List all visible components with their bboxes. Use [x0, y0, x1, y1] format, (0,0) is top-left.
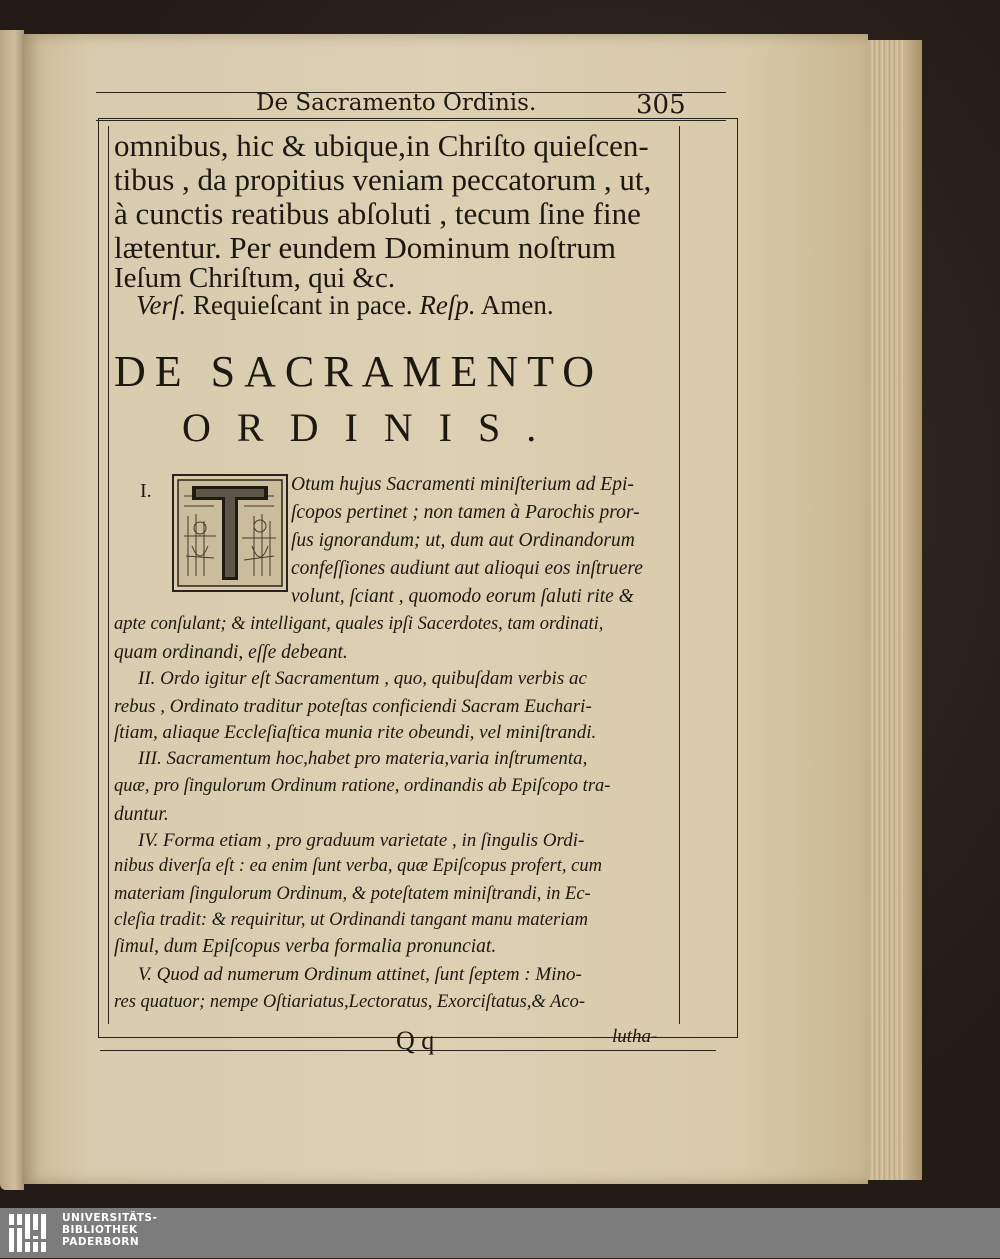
library-logo-icon: [8, 1211, 52, 1255]
body-line: ſtiam, aliaque Eccleſiaſtica munia rite obeundi, vel miniſtrandi.: [114, 722, 597, 743]
body-line: materiam ſingulorum Ordinum, & poteſtatem miniſtrandi, in Ec-: [114, 884, 591, 904]
catchword: lutha-: [612, 1026, 658, 1047]
body-line: II. Ordo igitur eſt Sacramentum , quo, quibuſdam verbis ac: [138, 668, 587, 689]
body-line: III. Sacramentum hoc,habet pro materia,varia inſtrumenta,: [138, 748, 588, 769]
body-line: ſus ignorandum; ut, dum aut Ordinandorum: [291, 530, 635, 551]
versicle-text: Requieſcant in pace.: [193, 290, 413, 320]
body-line: rebus , Ordinato traditur poteſtas conficiendi Sacram Euchari-: [114, 696, 592, 717]
response-text: Amen.: [480, 290, 554, 320]
versicle: [136, 290, 554, 321]
body-line: quam ordinandi, eſſe debeant.: [114, 642, 348, 663]
page-number: 305: [636, 90, 686, 120]
body-line: apte conſulant; & intelligant, quales ipſi Sacerdotes, tam ordinati,: [114, 614, 604, 634]
body-line: cleſia tradit: & requiritur, ut Ordinandi tangant manu materiam: [114, 910, 588, 930]
library-name-line: PADERBORN: [62, 1236, 140, 1248]
running-title: De Sacramento Ordinis.: [256, 90, 537, 116]
body-line: confeſſiones audiunt aut alioqui eos inſtruere: [291, 558, 643, 579]
body-line: IV. Forma etiam , pro graduum varietate , in ſingulis Ordi-: [138, 830, 585, 851]
section-title: DE SACRAMENTO: [114, 347, 604, 396]
response-label: Reſp.: [419, 290, 476, 320]
body-line: quæ, pro ſingulorum Ordinum ratione, ordinandis ab Epiſcopo tra-: [114, 776, 611, 796]
prayer-line: omnibus, hic & ubique,in Chriſto quieſcen-: [114, 128, 649, 163]
prayer-line: à cunctis reatibus abſoluti , tecum ſine fine: [114, 196, 641, 231]
previous-page-edge: [0, 30, 24, 1190]
page-edges: [866, 40, 922, 1180]
body-line: V. Quod ad numerum Ordinum attinet, ſunt ſeptem : Mino-: [138, 964, 582, 985]
body-line: ſcopos pertinet ; non tamen à Parochis pror-: [291, 502, 640, 523]
body-line: res quatuor; nempe Oſtiariatus,Lectoratus, Exorciſtatus,& Aco-: [114, 992, 586, 1012]
body-line: Otum hujus Sacramenti miniſterium ad Epi-: [291, 474, 634, 495]
body-line: volunt, ſciant , quomodo eorum ſaluti rite &: [291, 586, 634, 607]
prayer-line: Ieſum Chriſtum, qui &c.: [114, 262, 396, 294]
section-subtitle: ORDINIS.: [182, 405, 563, 450]
body-line: ſimul, dum Epiſcopus verba formalia pronunciat.: [114, 936, 497, 957]
body-line: duntur.: [114, 804, 169, 825]
prayer-line: lætentur. Per eundem Dominum noſtrum: [114, 230, 616, 265]
body-line: nibus diverſa eſt : ea enim ſunt verba, quæ Epiſcopus profert, cum: [114, 856, 602, 876]
library-name-line: UNIVERSITÄTS-: [62, 1212, 158, 1224]
prayer-line: tibus , da propitius veniam peccatorum , ut,: [114, 162, 652, 197]
paragraph-number: I.: [140, 480, 152, 502]
running-head: [96, 90, 726, 121]
decorated-initial-woodcut: [172, 474, 288, 592]
library-name-line: BIBLIOTHEK: [62, 1224, 138, 1236]
library-name: [62, 1212, 157, 1248]
versicle-label: Verſ.: [136, 290, 187, 320]
signature-mark: Q q: [396, 1026, 435, 1055]
